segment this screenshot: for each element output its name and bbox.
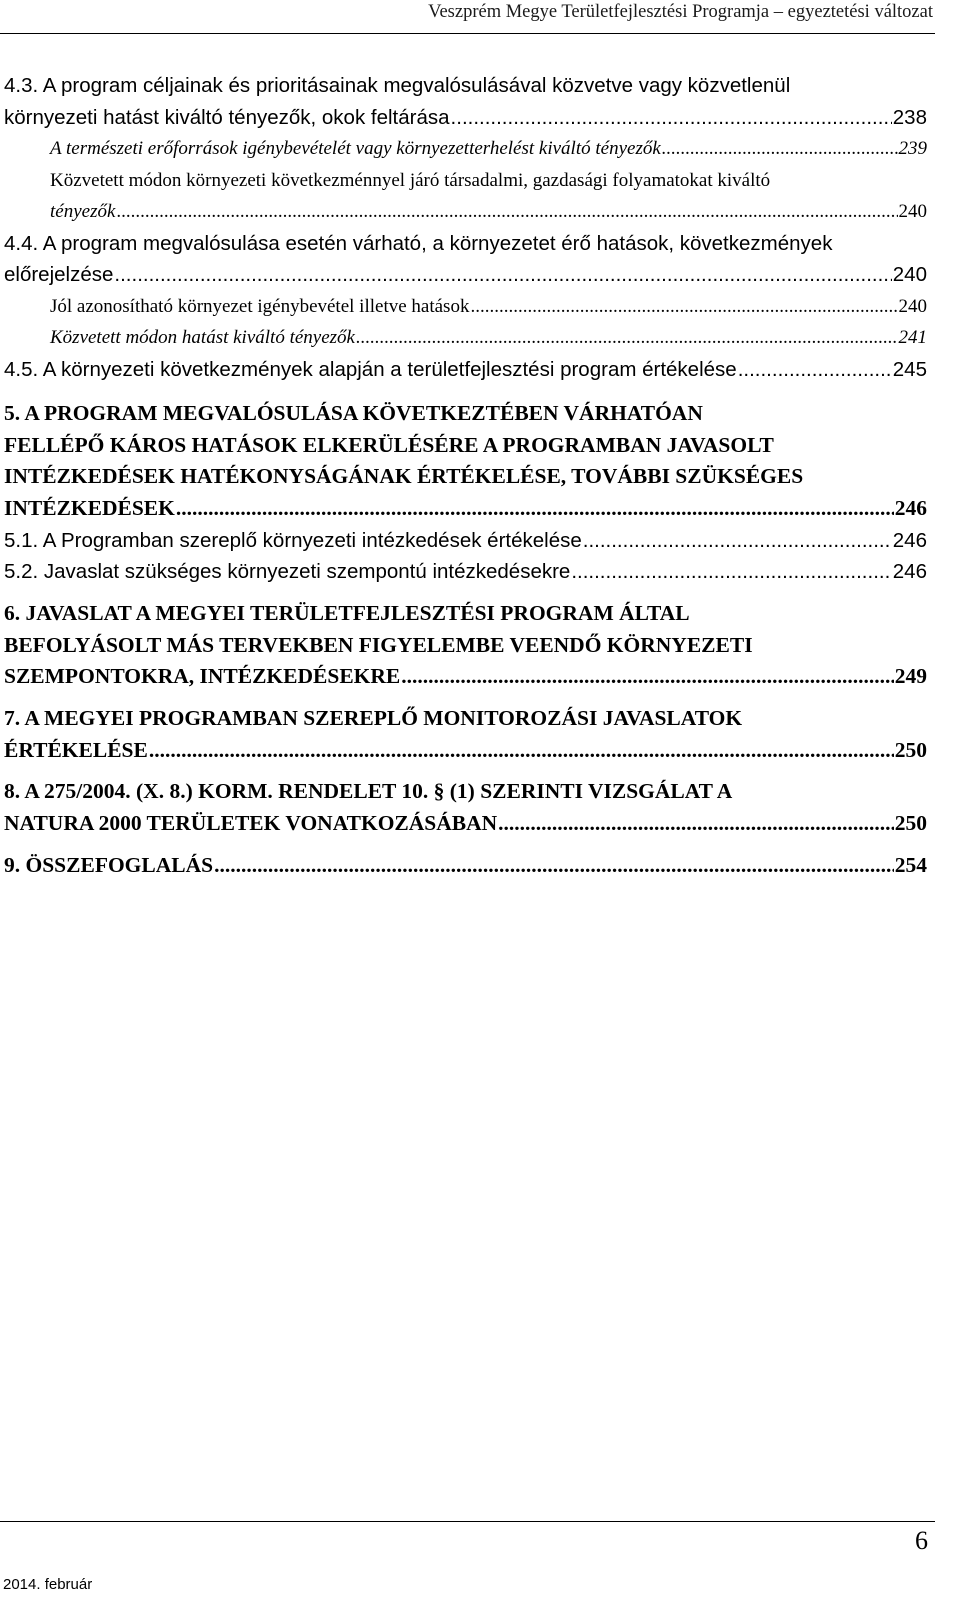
leader-dots	[498, 808, 894, 840]
toc-page-number: 250	[894, 737, 927, 762]
toc-page-number: 246	[892, 528, 927, 552]
toc-line: 8. A 275/2004. (X. 8.) KORM. RENDELET 10. § (1) SZERINTI VIZSGÁLAT A	[4, 779, 733, 804]
toc-entry-kozvetett-hatast[interactable]	[4, 322, 927, 354]
toc-entry-4-3[interactable]	[4, 70, 927, 133]
toc-page-number: 239	[898, 138, 927, 159]
toc-entry-9[interactable]	[4, 850, 927, 882]
leader-dots	[451, 102, 892, 134]
toc-page-number: 246	[892, 560, 927, 584]
leader-dots	[114, 259, 891, 291]
toc-line: Közvetett módon környezeti következménnyel járó társadalmi, gazdasági folyamatokat kiváltó	[50, 169, 771, 191]
table-of-contents	[4, 70, 927, 881]
toc-title: Jól azonosítható környezet igénybevétel illetve hatások	[50, 295, 470, 317]
toc-title: 9. ÖSSZEFOGLALÁS	[4, 852, 214, 877]
toc-page-number: 245	[892, 357, 927, 381]
toc-title: 4.5. A környezeti következmények alapján a területfejlesztési program értékelése	[4, 357, 737, 381]
toc-line: 4.4. A program megvalósulása esetén várható, a környezetet érő hatások, következmények	[4, 231, 833, 255]
leader-dots	[214, 850, 894, 882]
leader-dots	[583, 525, 892, 557]
toc-title: Közvetett módon hatást kiváltó tényezők	[50, 327, 355, 348]
leader-dots	[356, 322, 898, 354]
toc-line: 5. A PROGRAM MEGVALÓSULÁSA KÖVETKEZTÉBEN VÁRHATÓAN	[4, 401, 703, 425]
page-number: 6	[915, 1526, 928, 1555]
leader-dots	[662, 133, 898, 165]
leader-dots	[470, 291, 897, 323]
running-header: Veszprém Megye Területfejlesztési Programja – egyeztetési változat	[428, 2, 933, 22]
toc-page-number: 249	[894, 664, 927, 689]
toc-page-number: 254	[894, 852, 927, 877]
toc-line: 4.3. A program céljainak és prioritásainak megvalósulásával közvetve vagy közvetlenül	[4, 74, 791, 97]
toc-entry-5[interactable]	[4, 398, 927, 525]
toc-page-number: 240	[898, 201, 927, 222]
toc-page-number: 250	[894, 811, 927, 836]
toc-title: SZEMPONTOKRA, INTÉZKEDÉSEKRE	[4, 664, 401, 689]
footer-rule	[0, 1521, 935, 1522]
footer-date: 2014. február	[3, 1576, 93, 1593]
toc-title: 5.1. A Programban szereplő környezeti intézkedések értékelése	[4, 528, 582, 552]
toc-entry-4-4[interactable]	[4, 228, 927, 291]
toc-line: FELLÉPŐ KÁROS HATÁSOK ELKERÜLÉSÉRE A PROGRAMBAN JAVASOLT	[4, 432, 774, 457]
toc-entry-5-2[interactable]	[4, 556, 927, 588]
toc-entry-5-1[interactable]	[4, 525, 927, 557]
toc-title: tényezők	[50, 201, 116, 222]
leader-dots	[176, 493, 894, 525]
toc-entry-6[interactable]	[4, 598, 927, 693]
toc-title: környezeti hatást kiváltó tényezők, okok feltárása	[4, 105, 450, 129]
leader-dots	[401, 661, 894, 693]
toc-page-number: 240	[892, 263, 927, 286]
toc-entry-kozvetett-tarsadalmi[interactable]	[4, 165, 927, 228]
toc-entry-7[interactable]	[4, 703, 927, 766]
toc-title: INTÉZKEDÉSEK	[4, 496, 175, 521]
toc-title: ÉRTÉKELÉSE	[4, 737, 148, 762]
toc-title: A természeti erőforrások igénybevételét vagy környezetterhelést kiváltó tényezők	[50, 138, 661, 159]
toc-line: 6. JAVASLAT A MEGYEI TERÜLETFEJLESZTÉSI PROGRAM ÁLTAL	[4, 600, 690, 625]
toc-line: BEFOLYÁSOLT MÁS TERVEKBEN FIGYELEMBE VEENDŐ KÖRNYEZETI	[4, 632, 753, 657]
toc-page-number: 240	[898, 295, 927, 317]
toc-title: előrejelzése	[4, 263, 114, 286]
toc-line: INTÉZKEDÉSEK HATÉKONYSÁGÁNAK ÉRTÉKELÉSE, TOVÁBBI SZÜKSÉGES	[4, 464, 804, 489]
header-rule	[0, 33, 935, 34]
toc-page-number: 241	[898, 327, 927, 348]
toc-title: NATURA 2000 TERÜLETEK VONATKOZÁSÁBAN	[4, 811, 498, 836]
leader-dots	[149, 735, 894, 767]
toc-page-number: 246	[894, 496, 927, 521]
toc-entry-4-5[interactable]	[4, 354, 927, 386]
toc-title: 5.2. Javaslat szükséges környezeti szempontú intézkedésekre	[4, 560, 571, 584]
leader-dots	[571, 556, 891, 588]
toc-entry-8[interactable]	[4, 776, 927, 839]
leader-dots	[738, 354, 892, 386]
leader-dots	[116, 196, 897, 228]
toc-line: 7. A MEGYEI PROGRAMBAN SZEREPLŐ MONITOROZÁSI JAVASLATOK	[4, 705, 743, 730]
toc-page-number: 238	[892, 105, 927, 129]
toc-entry-termeszeti-eroforrasok[interactable]	[4, 133, 927, 165]
toc-entry-jol-azonosithato[interactable]	[4, 291, 927, 323]
